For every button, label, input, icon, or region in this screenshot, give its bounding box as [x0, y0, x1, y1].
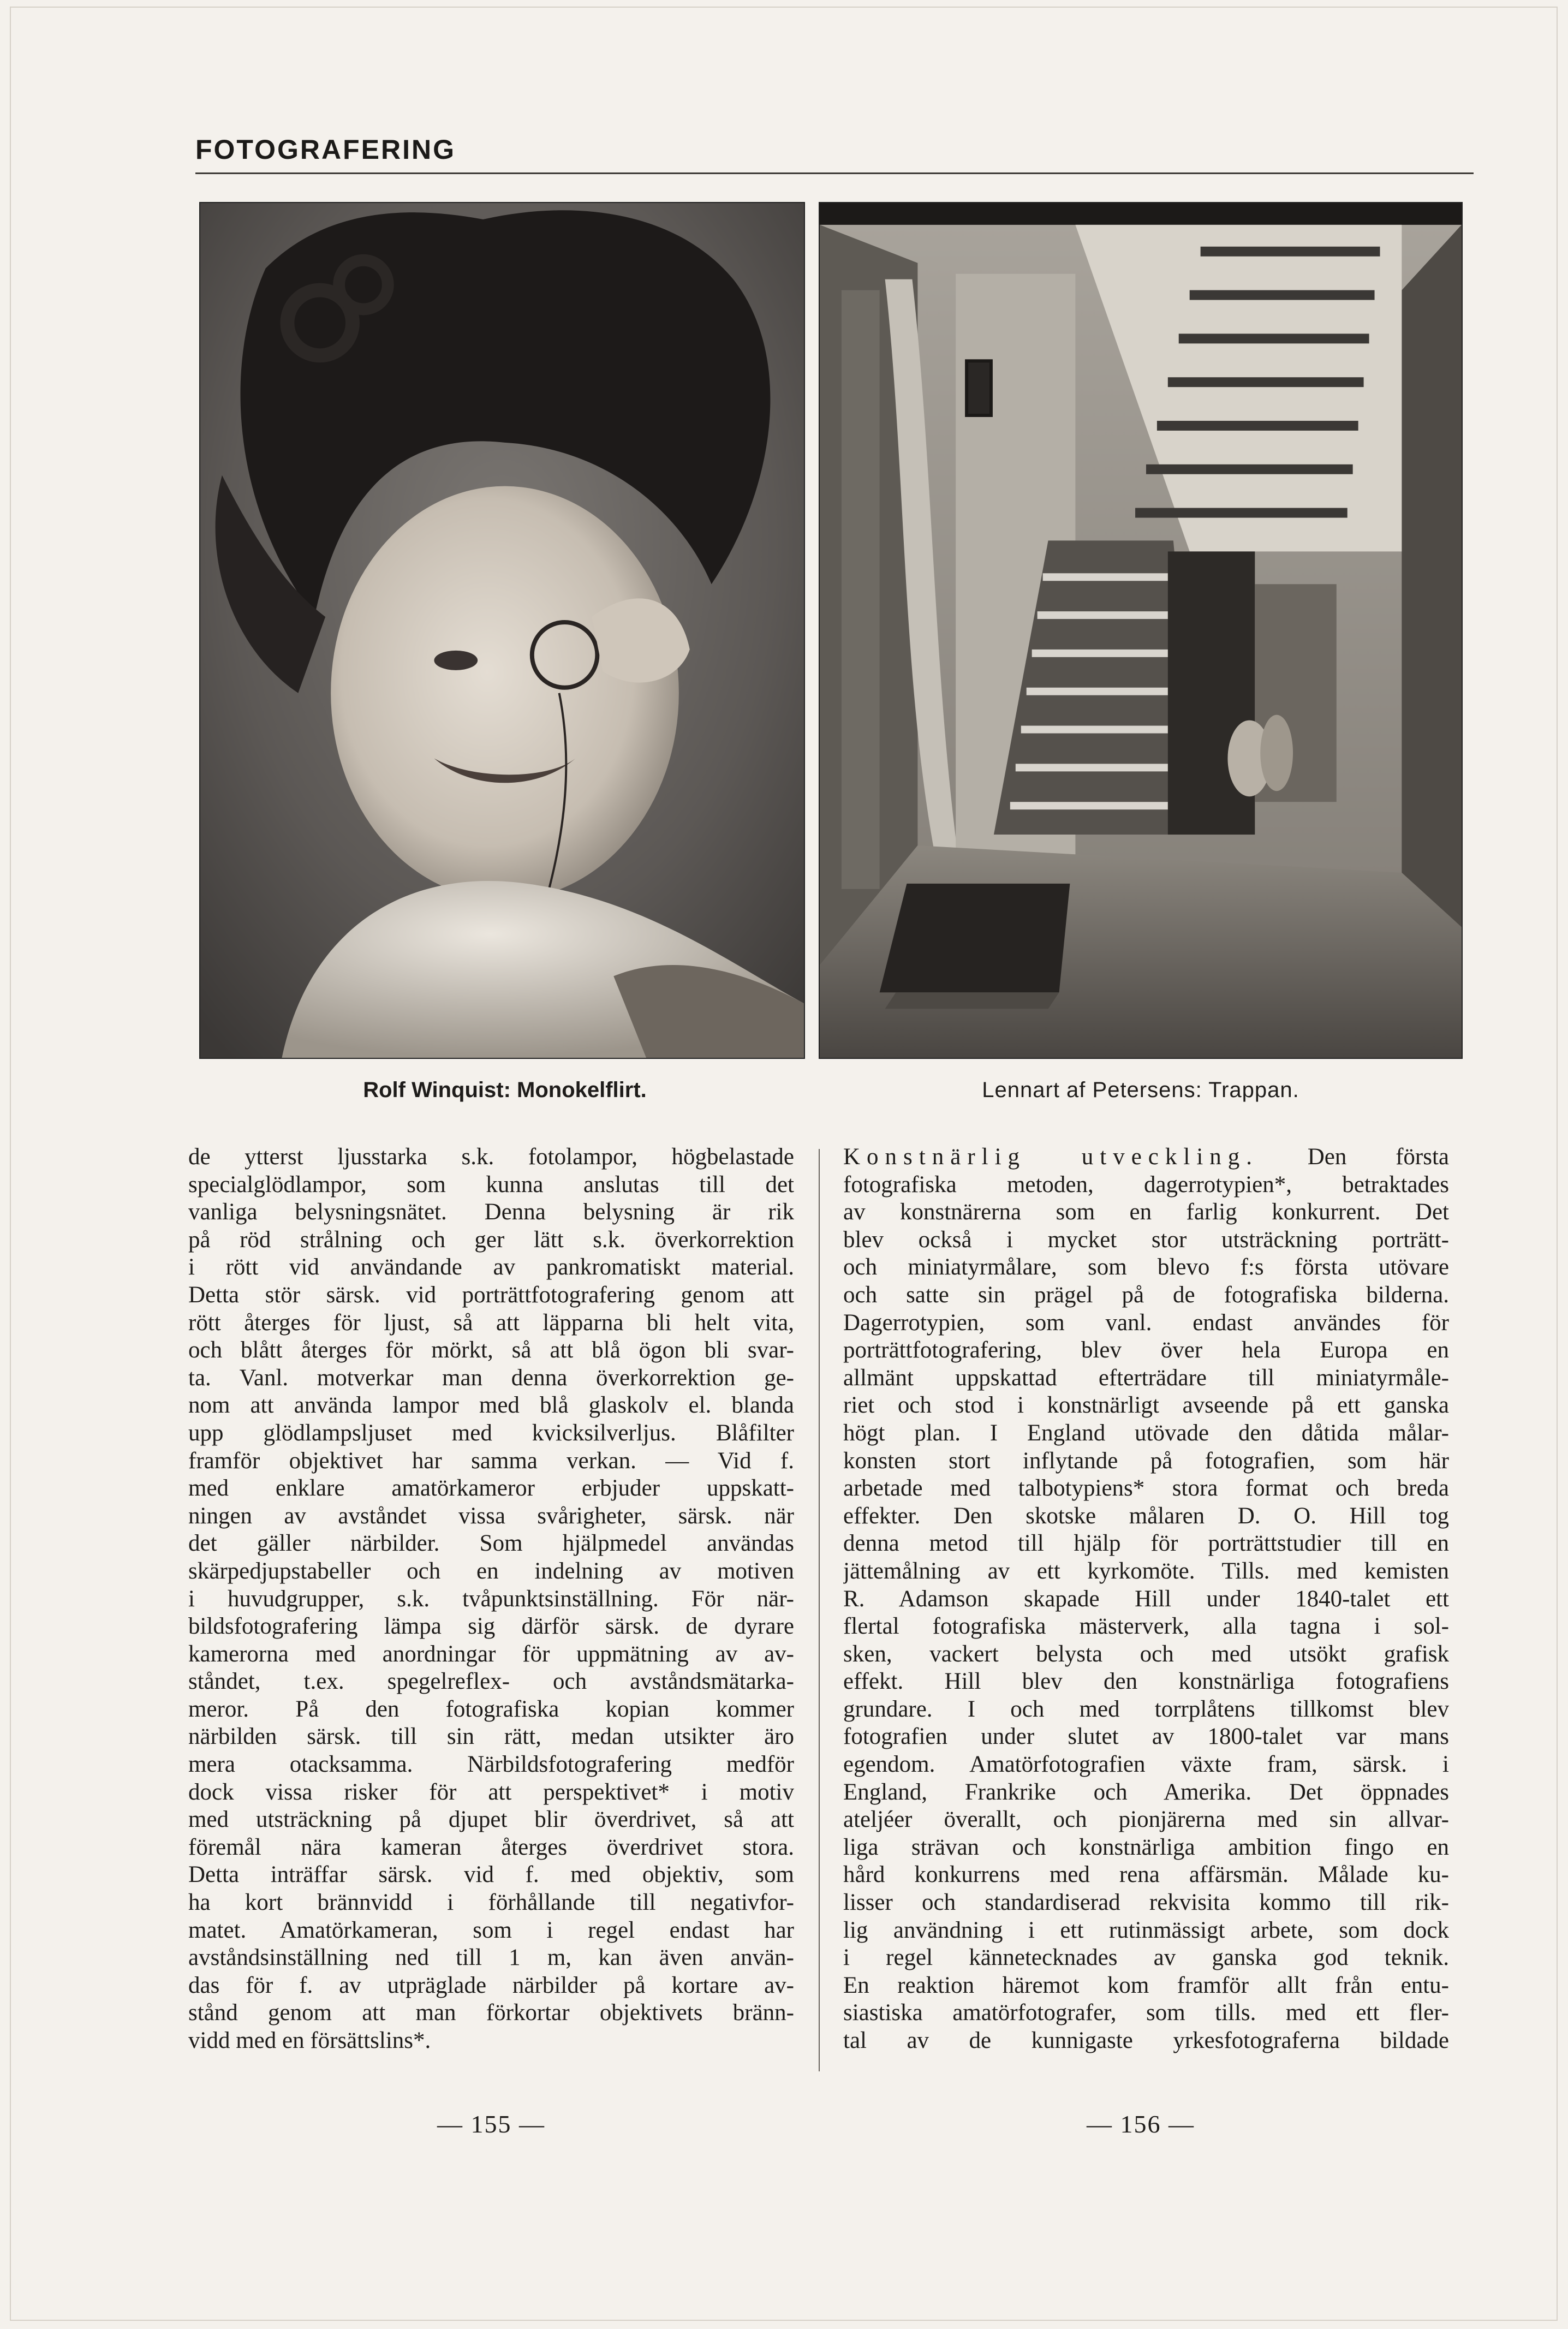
- text-column-right: [843, 1143, 1449, 2055]
- text-line: i huvudgrupper, s.k. tvåpunktsinställning. För när-: [188, 1586, 794, 1612]
- text-line: upp glödlampsljuset med kvicksilverljus. Blåfilter: [188, 1420, 794, 1446]
- figure-caption-right: Lennart af Petersens: Trappan.: [982, 1078, 1299, 1102]
- page-number-left: — 155 —: [437, 2110, 545, 2138]
- text-line: ha kort brännvidd i förhållande till negativfor-: [188, 1890, 794, 1916]
- text-line: bildsfotografering lämpa sig därför särsk. de dyrare: [188, 1613, 794, 1640]
- text-line: ståndet, t.ex. spegelreflex- och avståndsmätarka-: [188, 1669, 794, 1695]
- text-line: i rött vid användande av pankromatiskt material.: [188, 1254, 794, 1280]
- text-line: och satte sin prägel på de fotografiska bilderna.: [843, 1282, 1449, 1308]
- text-line: fotografien under slutet av 1800-talet var mans: [843, 1724, 1449, 1750]
- text-line: lisser och standardiserad rekvisita kommo till rik-: [843, 1890, 1449, 1916]
- text-line: hård konkurrens med rena affärsmän. Målade ku-: [843, 1862, 1449, 1888]
- text-line: lig användning i ett rutinmässigt arbete, som dock: [843, 1917, 1449, 1943]
- text-line: sken, vackert belysta och med utsökt grafisk: [843, 1641, 1449, 1667]
- text-line: matet. Amatörkameran, som i regel endast har: [188, 1917, 794, 1943]
- text-line: meror. På den fotografiska kopian kommer: [188, 1696, 794, 1722]
- text-line: blev också i mycket stor utsträckning porträtt-: [843, 1226, 1449, 1253]
- text-line: grundare. I och med torrplåtens tillkomst blev: [843, 1696, 1449, 1722]
- text-line: framför objektivet har samma verkan. — Vid f.: [188, 1448, 794, 1474]
- text-line: jättemålning av ett kyrkomöte. Tills. med kemisten: [843, 1558, 1449, 1584]
- figure-caption-left: Rolf Winquist: Monokelflirt.: [363, 1078, 647, 1102]
- portrait-photo: [199, 202, 805, 1059]
- staircase-photo: [819, 202, 1463, 1059]
- header-rule: [195, 172, 1474, 174]
- text-line: ta. Vanl. motverkar man denna överkorrektion ge-: [188, 1365, 794, 1391]
- text-line: effekter. Den skotske målaren D. O. Hill tog: [843, 1503, 1449, 1529]
- text-line: nom att använda lampor med blå glaskolv el. blanda: [188, 1392, 794, 1419]
- text-line: effekt. Hill blev den konstnärliga fotografiens: [843, 1669, 1449, 1695]
- text-line: flertal fotografiska mästerverk, alla tagna i sol-: [843, 1613, 1449, 1640]
- text-line: fotografiska metoden, dagerrotypien*, betraktades: [843, 1171, 1449, 1198]
- text-line: Detta stör särsk. vid porträttfotografering genom att: [188, 1282, 794, 1308]
- text-line: ningen av avståndet vissa svårigheter, särsk. när: [188, 1503, 794, 1529]
- text-line: föremål nära kameran återges överdrivet stora.: [188, 1834, 794, 1860]
- text-line: siastiska amatörfotografer, som tills. med ett fler-: [843, 2000, 1449, 2026]
- text-line: och miniatyrmålare, som blevo f:s första utövare: [843, 1254, 1449, 1280]
- text-line: med utsträckning på djupet blir överdrivet, så att: [188, 1807, 794, 1833]
- text-line: En reaktion häremot kom framför allt från entu-: [843, 1972, 1449, 1998]
- text-line: skärpedjupstabeller och en indelning av motiven: [188, 1558, 794, 1584]
- text-line-start: Den första: [1307, 1144, 1449, 1170]
- text-line: dock vissa risker för att perspektivet* i motiv: [188, 1779, 794, 1805]
- text-line: porträttfotografering, blev över hela Europa en: [843, 1337, 1449, 1363]
- text-line: och blått återges för mörkt, så att blå ögon bli svar-: [188, 1337, 794, 1363]
- text-line: närbilden särsk. till sin rätt, medan utsikter äro: [188, 1724, 794, 1750]
- text-line: Detta inträffar särsk. vid f. med objektiv, som: [188, 1862, 794, 1888]
- text-line: stånd genom att man förkortar objektivets bränn-: [188, 2000, 794, 2026]
- text-line: konsten stort inflytande på fotografien, som här: [843, 1448, 1449, 1474]
- text-line: kamerorna med anordningar för uppmätning av av-: [188, 1641, 794, 1667]
- text-line: högt plan. I England utövade den dåtida målar-: [843, 1420, 1449, 1446]
- section-heading: Konstnärlig utveckling.: [843, 1144, 1259, 1170]
- text-line: på röd strålning och ger lätt s.k. överkorrektion: [188, 1226, 794, 1253]
- text-line: i regel kännetecknades av ganska god teknik.: [843, 1945, 1449, 1971]
- text-line: arbetade med talbotypiens* stora format och breda: [843, 1475, 1449, 1502]
- text-line: rött återges för ljust, så att läpparna bli helt vita,: [188, 1309, 794, 1336]
- text-line: specialglödlampor, som kunna anslutas till det: [188, 1171, 794, 1198]
- text-line: Dagerrotypien, som vanl. endast användes för: [843, 1309, 1449, 1336]
- text-line: av konstnärerna som en farlig konkurrent. Det: [843, 1199, 1449, 1225]
- text-line: egendom. Amatörfotografien växte fram, särsk. i: [843, 1752, 1449, 1778]
- text-line: med enklare amatörkameror erbjuder uppskatt-: [188, 1475, 794, 1502]
- text-column-left: [188, 1143, 794, 2055]
- text-line: mera otacksamma. Närbildsfotografering medför: [188, 1752, 794, 1778]
- text-line: avståndsinställning ned till 1 m, kan även använ-: [188, 1945, 794, 1971]
- text-line: das för f. av utpräglade närbilder på kortare av-: [188, 1972, 794, 1998]
- text-line: R. Adamson skapade Hill under 1840-talet ett: [843, 1586, 1449, 1612]
- text-line: England, Frankrike och Amerika. Det öppnades: [843, 1779, 1449, 1805]
- text-line: de ytterst ljusstarka s.k. fotolampor, högbelastade: [188, 1144, 794, 1170]
- running-head: FOTOGRAFERING: [195, 134, 456, 165]
- text-line: ateljéer överallt, och pionjärerna med sin allvar-: [843, 1807, 1449, 1833]
- column-rule: [819, 1149, 820, 2071]
- text-line: vidd med en försättslins*.: [188, 2028, 431, 2053]
- text-line: denna metod till hjälp för porträttstudier till en: [843, 1530, 1449, 1557]
- text-line: liga strävan och konstnärliga ambition fingo en: [843, 1834, 1449, 1860]
- text-line: det gäller närbilder. Som hjälpmedel användas: [188, 1530, 794, 1557]
- text-line: tal av de kunnigaste yrkesfotograferna bildade: [843, 2028, 1449, 2053]
- text-line-first: [843, 1143, 1449, 1171]
- text-line: allmänt uppskattad efterträdare till miniatyrmåle-: [843, 1365, 1449, 1391]
- page-number-right: — 156 —: [1087, 2110, 1195, 2138]
- text-line: vanliga belysningsnätet. Denna belysning är rik: [188, 1199, 794, 1225]
- text-line: riet och stod i konstnärligt avseende på ett ganska: [843, 1392, 1449, 1419]
